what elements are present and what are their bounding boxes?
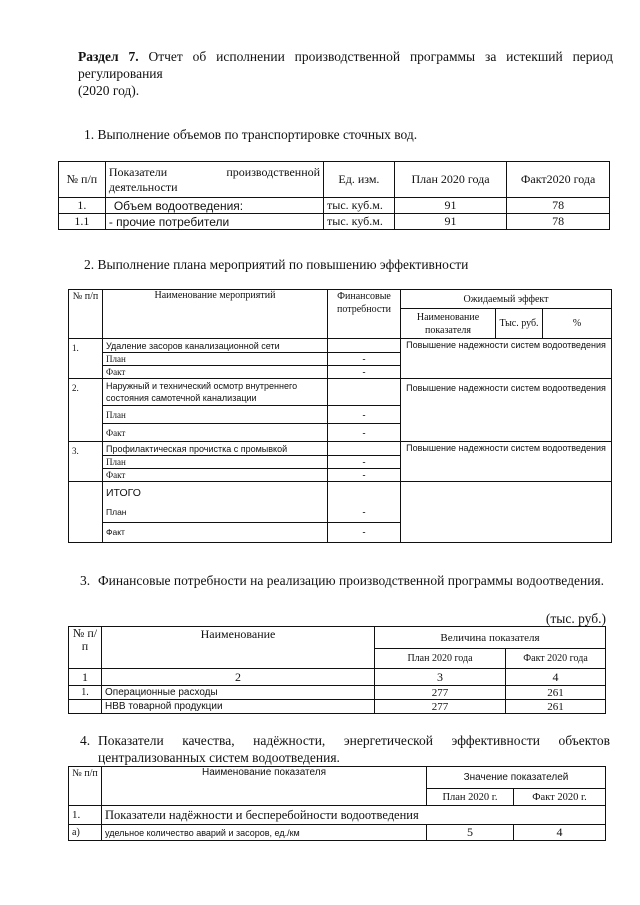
efficiency-measures-table: № п/п Наименование мероприятий Финансовые потребности Ожидаемый эффект Наименование показателя Тыс. руб. % 1. Удаление засоров канализационной сети Повышение надежности систем водоотведения План - Факт - 2. Наружный и технический осмотр внутреннего состояния самотечной канализации Повышение надежности систем водоотведения План - Факт - 3. Профилактическая прочистка с промывкой Повышение надежности систем водоотведения План - Факт - ИТОГО План Факт - - bbox=[68, 289, 612, 543]
col-name-header: Наименование bbox=[102, 627, 375, 669]
col-fact-header: Факт 2020 года bbox=[506, 649, 606, 669]
section-4-heading-num: 4. bbox=[80, 733, 91, 748]
col-plan-header: План 2020 года bbox=[375, 649, 506, 669]
col-effect-pct-header: % bbox=[543, 309, 612, 339]
period-year: (2020 год). bbox=[78, 83, 140, 98]
unit-note: (тыс. руб.) bbox=[545, 611, 606, 626]
col-num-header: № п/п bbox=[59, 162, 106, 198]
col-fact-header: Факт 2020 г. bbox=[514, 789, 606, 806]
section-3-heading-num: 3. bbox=[80, 573, 91, 588]
col-plan-header: План 2020 г. bbox=[427, 789, 514, 806]
col-name-header: Наименование показателя bbox=[102, 767, 427, 806]
table-row: 1. Операционные расходы 277 261 bbox=[69, 686, 606, 700]
section-3-heading: Финансовые потребности на реализацию производственной программы водоотведения. bbox=[98, 573, 605, 588]
col-num-header: № п/п bbox=[69, 290, 103, 339]
col-effect-name-header: Наименование показателя bbox=[401, 309, 496, 339]
table-row: а) удельное количество аварий и засоров, ед./км 5 4 bbox=[69, 825, 606, 841]
section-title bbox=[78, 48, 613, 82]
table-row-total: ИТОГО План Факт - - bbox=[69, 482, 612, 543]
col-unit-header: Ед. изм. bbox=[324, 162, 395, 198]
table-row: НВВ товарной продукции 277 261 bbox=[69, 700, 606, 714]
col-num-header: № п/п bbox=[69, 627, 102, 669]
section-number: Раздел 7. bbox=[78, 49, 139, 64]
table-row: 1. Объем водоотведения: тыс. куб.м. 91 78 bbox=[59, 198, 610, 214]
col-effect-tys-header: Тыс. руб. bbox=[496, 309, 543, 339]
section-2-heading: 2. Выполнение плана мероприятий по повышению эффективности bbox=[84, 257, 469, 272]
section-4-heading: Показатели качества, надёжности, энергетической эффективности объектов централизованных систем водоотведения. bbox=[98, 733, 610, 765]
table-row: 3. Профилактическая прочистка с промывкой Повышение надежности систем водоотведения bbox=[69, 442, 612, 456]
col-value-header: Величина показателя bbox=[375, 627, 606, 649]
quality-indicators-table bbox=[68, 766, 606, 841]
transport-volume-table bbox=[58, 161, 610, 230]
section-1-heading: 1. Выполнение объемов по транспортировке сточных вод. bbox=[84, 127, 418, 142]
section-title-text: Отчет об исполнении производственной программы за истекший период регулирования bbox=[78, 49, 613, 81]
col-value-header: Значение показателей bbox=[427, 767, 606, 789]
table-row: 1.1 - прочие потребители тыс. куб.м. 91 78 bbox=[59, 214, 610, 230]
col-num-header: № п/п bbox=[69, 767, 102, 806]
col-fact-header: Факт2020 года bbox=[507, 162, 610, 198]
col-indicator-header: Показатели производственной деятельности bbox=[105, 162, 323, 198]
col-plan-header: План 2020 года bbox=[394, 162, 506, 198]
col-finance-header: Финансовые потребности bbox=[328, 290, 401, 339]
table-row: 2. Наружный и технический осмотр внутреннего состояния самотечной канализации Повышение надежности систем водоотведения bbox=[69, 379, 612, 406]
table-group-row: 1. Показатели надёжности и бесперебойности водоотведения bbox=[69, 806, 606, 825]
column-number-row: 1 2 3 4 bbox=[69, 669, 606, 686]
col-measure-header: Наименование мероприятий bbox=[103, 290, 328, 339]
col-effect-header: Ожидаемый эффект bbox=[401, 290, 612, 309]
table-row: 1. Удаление засоров канализационной сети Повышение надежности систем водоотведения bbox=[69, 339, 612, 353]
finance-needs-table bbox=[68, 626, 606, 714]
